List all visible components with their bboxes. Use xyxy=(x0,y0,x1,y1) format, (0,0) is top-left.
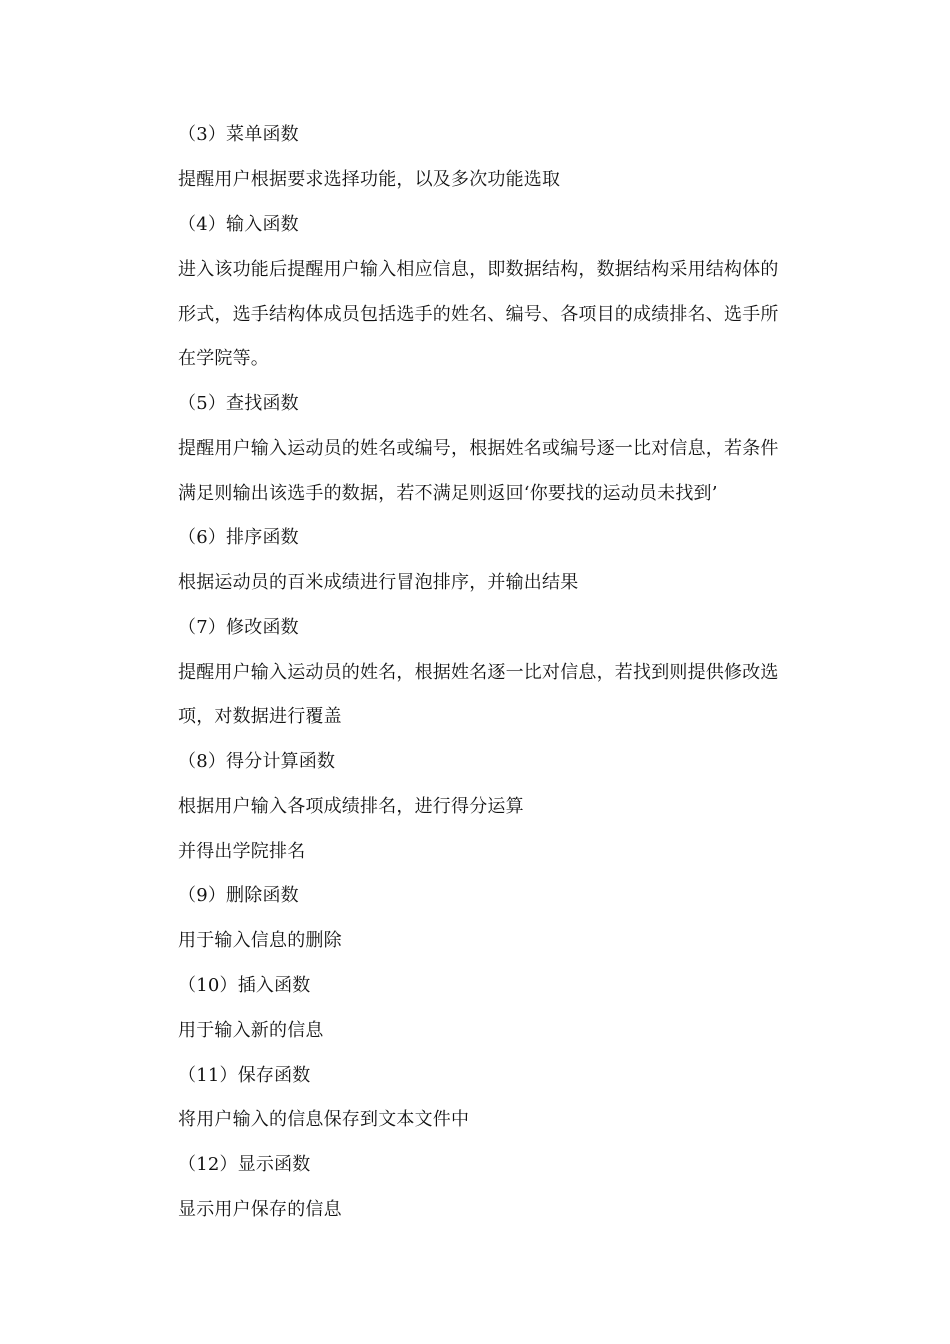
paragraph-line: 项，对数据进行覆盖 xyxy=(178,706,342,727)
section-heading-menu-function: （3）菜单函数 xyxy=(178,124,299,145)
section-heading-insert-function: （10）插入函数 xyxy=(178,975,311,996)
paragraph-line: 用于输入新的信息 xyxy=(178,1020,324,1041)
paragraph-line: 进入该功能后提醒用户输入相应信息，即数据结构，数据结构采用结构体的 xyxy=(178,259,779,280)
section-heading-search-function: （5）查找函数 xyxy=(178,393,299,414)
paragraph-line: 显示用户保存的信息 xyxy=(178,1199,342,1220)
paragraph-line: 提醒用户输入运动员的姓名或编号，根据姓名或编号逐一比对信息，若条件 xyxy=(178,438,779,459)
section-heading-display-function: （12）显示函数 xyxy=(178,1154,311,1175)
paragraph-line: 并得出学院排名 xyxy=(178,841,306,862)
section-heading-modify-function: （7）修改函数 xyxy=(178,617,299,638)
paragraph-line: 将用户输入的信息保存到文本文件中 xyxy=(178,1109,470,1130)
section-heading-input-function: （4）输入函数 xyxy=(178,214,299,235)
paragraph-line: 根据用户输入各项成绩排名，进行得分运算 xyxy=(178,796,524,817)
section-heading-save-function: （11）保存函数 xyxy=(178,1065,311,1086)
paragraph-line: 提醒用户输入运动员的姓名，根据姓名逐一比对信息，若找到则提供修改选 xyxy=(178,662,779,683)
paragraph-line: 根据运动员的百米成绩进行冒泡排序，并输出结果 xyxy=(178,572,579,593)
section-heading-sort-function: （6）排序函数 xyxy=(178,527,299,548)
paragraph-line: 满足则输出该选手的数据，若不满足则返回‘你要找的运动员未找到’ xyxy=(178,483,718,504)
paragraph-line: 形式，选手结构体成员包括选手的姓名、编号、各项目的成绩排名、选手所 xyxy=(178,304,779,325)
paragraph-line: 在学院等。 xyxy=(178,348,269,369)
section-heading-delete-function: （9）删除函数 xyxy=(178,885,299,906)
section-heading-score-function: （8）得分计算函数 xyxy=(178,751,336,772)
paragraph-line: 提醒用户根据要求选择功能，以及多次功能选取 xyxy=(178,169,561,190)
paragraph-line: 用于输入信息的删除 xyxy=(178,930,342,951)
